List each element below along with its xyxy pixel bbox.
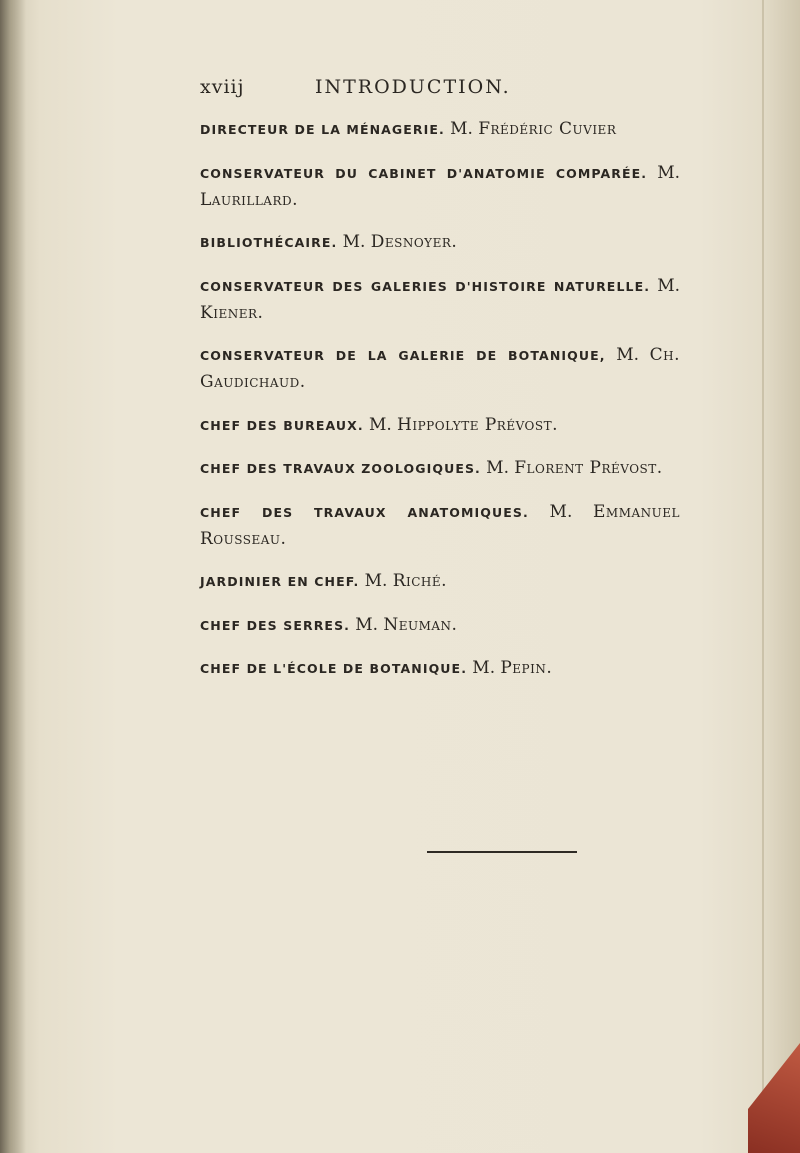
honorific: M.: [368, 414, 392, 435]
honorific: M.: [355, 614, 379, 635]
staff-role: CHEF DES BUREAUX.: [200, 417, 364, 433]
staff-entry: [200, 116, 680, 143]
staff-role: CHEF DE L'ÉCOLE DE BOTANIQUE.: [200, 661, 468, 676]
staff-name: Kiener.: [200, 302, 264, 323]
honorific: M.: [450, 119, 473, 139]
honorific: M.: [616, 345, 640, 365]
staff-entry: [200, 412, 680, 439]
staff-entry: [200, 455, 680, 482]
page-edge: [762, 0, 764, 1153]
honorific: M.: [657, 162, 680, 183]
staff-name: Emmanuel Rousseau.: [200, 501, 681, 549]
running-title: INTRODUCTION.: [315, 76, 511, 98]
staff-name: Ch. Gaudichaud.: [200, 345, 681, 392]
staff-name: Neuman.: [383, 614, 458, 635]
staff-entry: [200, 568, 680, 595]
staff-role: CHEF DES TRAVAUX ANATOMIQUES.: [200, 504, 529, 520]
staff-name: Desnoyer.: [370, 232, 458, 252]
staff-role: JARDINIER EN CHEF.: [200, 574, 360, 589]
staff-entry: [200, 229, 680, 256]
staff-role: CONSERVATEUR DE LA GALERIE DE BOTANIQUE,: [200, 348, 606, 363]
staff-role: CHEF DES SERRES.: [200, 617, 351, 633]
page-number: xviij: [200, 76, 245, 98]
staff-entry: [200, 273, 680, 326]
staff-entry: [200, 612, 680, 639]
honorific: M.: [549, 501, 573, 522]
staff-name: Florent Prévost.: [514, 458, 663, 478]
staff-role: CONSERVATEUR DU CABINET D'ANATOMIE COMPARÉE.: [200, 165, 648, 181]
staff-name: Riché.: [392, 571, 448, 591]
binding-shadow: [0, 0, 26, 1153]
staff-entry: [200, 655, 680, 682]
staff-name: Pepin.: [500, 658, 553, 678]
honorific: M.: [364, 571, 388, 591]
staff-entry: [200, 160, 680, 213]
honorific: M.: [472, 658, 496, 678]
honorific: M.: [342, 232, 366, 252]
staff-entry: [200, 499, 680, 552]
staff-entry: [200, 342, 680, 395]
staff-list: [200, 116, 680, 691]
honorific: M.: [486, 458, 509, 478]
honorific: M.: [657, 275, 680, 296]
staff-role: CHEF DES TRAVAUX ZOOLOGIQUES.: [200, 461, 481, 476]
staff-role: BIBLIOTHÉCAIRE.: [200, 235, 338, 250]
staff-role: CONSERVATEUR DES GALERIES D'HISTOIRE NATURELLE.: [200, 278, 651, 294]
section-rule: [427, 851, 577, 853]
staff-role: DIRECTEUR DE LA MÉNAGERIE.: [200, 122, 445, 137]
staff-name: Laurillard.: [200, 189, 299, 210]
staff-name: Frédéric Cuvier: [478, 119, 617, 139]
page-header: [200, 76, 620, 106]
staff-name: Hippolyte Prévost.: [397, 414, 559, 435]
